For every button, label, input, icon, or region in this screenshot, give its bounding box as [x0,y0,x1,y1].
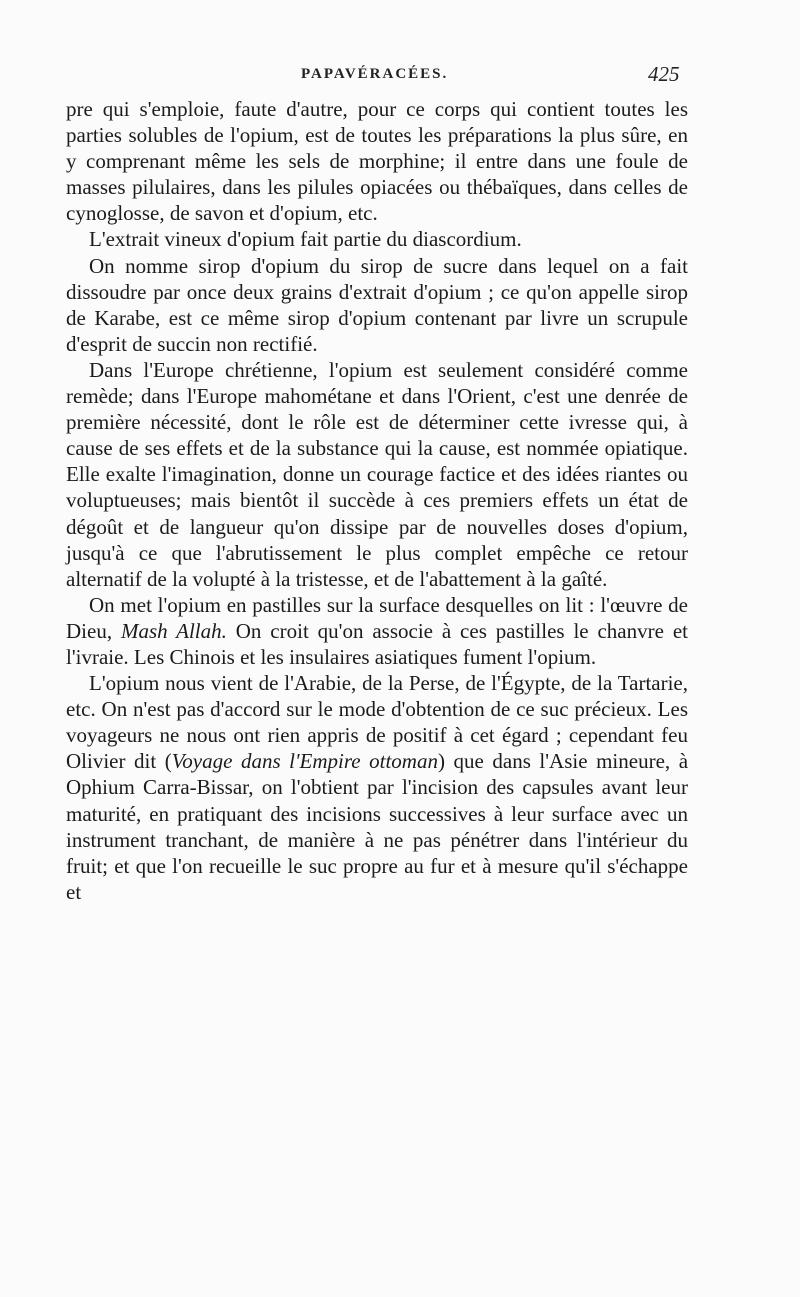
paragraph-text-after: ) que dans l'Asie mineure, à Ophium Carra-Bissar, on l'obtient par l'incision des capsules avant leur maturité, en pratiquant des incisions successives à leur surface avec un instrument tranchant, de manière à ne pas pénétrer dans l'intérieur du fruit; et que l'on recueille le suc propre au fur et à mesure qu'il s'échappe et [66,749,689,904]
paragraph-text: L'extrait vineux d'opium fait partie du diascordium. [89,227,522,252]
paragraph-text: pre qui s'emploie, faute d'autre, pour ce corps qui contient toutes les parties solubles de l'opium, est de toutes les préparations la plus sûre, en y comprenant même les sels de morphine; il entre dans une foule de masses pilulaires, dans les pilules opiacées ou thébaïques, dans celles de cynoglosse, de savon et d'opium, etc. [66,97,688,226]
page-number: 425 [648,62,680,86]
paragraph-diascordium [66,226,688,252]
paragraph-pastilles [66,592,688,670]
paragraph-text: Dans l'Europe chrétienne, l'opium est seulement considéré comme remède; dans l'Europe mahométane et dans l'Orient, c'est une denrée de première nécessité, dont le rôle est de déterminer cette ivresse qui, à cause de ses effets et de la substance qui la cause, est nommée opiatique. Elle exalte l'imagination, donne un courage factice et des idées riantes ou voluptueuses; mais bientôt il succède à ces premiers effets un état de dégoût et de langueur qu'on dissipe par de nouvelles doses d'opium, jusqu'à ce que l'abrutissement le plus complet empêche ce retour alternatif de la volupté à la tristesse, et de l'abattement à la gaîté. [66,357,688,591]
italic-book-title: Voyage dans l'Empire ottoman [171,749,438,774]
paragraph-europe [66,357,688,592]
paragraph-text-before: L'opium nous vient de l'Arabie, de la Perse, de l'Égypte, de la Tartarie, etc. On n'est pas d'accord sur le mode d'obtention de ce suc précieux. Les voyageurs ne nous ont rien appris de positif à cet égard ; cependant feu Olivier dit ( [66,671,688,774]
paragraph-sirop [66,253,688,357]
body-text [66,96,688,905]
paragraph-continuation [66,96,688,226]
paragraph-text-after: On croit qu'on associe à ces pastilles le chanvre et l'ivraie. Les Chinois et les insulaires asiatiques fument l'opium. [66,618,688,669]
running-title: PAPAVÉRACÉES. [301,66,449,82]
paragraph-text-before: On met l'opium en pastilles sur la surface desquelles on lit : l'œuvre de Dieu, [66,592,688,643]
italic-phrase-mash-allah: Mash Allah. [120,618,227,643]
paragraph-text: On nomme sirop d'opium du sirop de sucre dans lequel on a fait dissoudre par once deux grains d'extrait d'opium ; ce qu'on appelle sirop de Karabe, est ce même sirop d'opium contenant par livre un scrupule d'esprit de succin non rectifié. [66,253,688,356]
paragraph-origin [66,670,688,905]
running-head [0,62,800,88]
